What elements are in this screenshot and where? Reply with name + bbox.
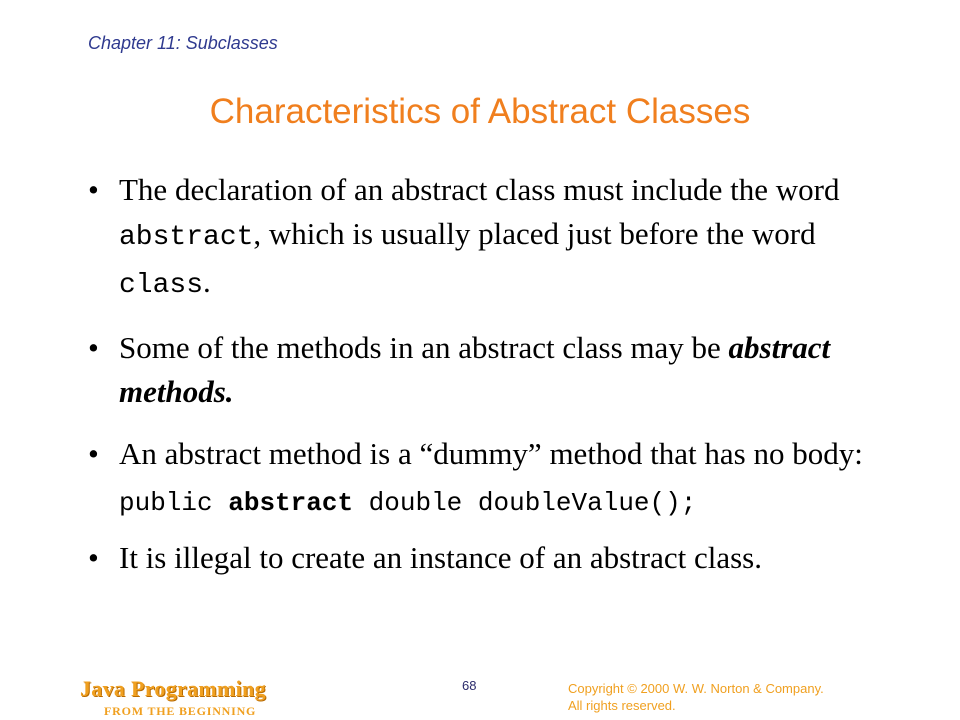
bullet-item-4	[88, 536, 888, 580]
bullet-text: An abstract method is a “dummy” method that has no body:	[119, 436, 863, 471]
code-keyword-abstract: abstract	[119, 222, 254, 253]
bullet-marker: •	[88, 330, 99, 365]
text-segment: The declaration of an abstract class must include the word	[119, 172, 840, 207]
bullet-marker: •	[88, 172, 99, 207]
code-token-bold: abstract	[228, 488, 354, 518]
bullet-list	[88, 168, 888, 580]
copyright-line-2: All rights reserved.	[568, 698, 676, 713]
text-segment: Some of the methods in an abstract class may be	[119, 330, 729, 365]
code-example	[119, 488, 888, 518]
copyright-line-1: Copyright © 2000 W. W. Norton & Company.	[568, 681, 824, 696]
book-logo-title: Java Programming	[80, 676, 266, 701]
bullet-marker: •	[88, 436, 99, 471]
bullet-text: It is illegal to create an instance of an abstract class.	[119, 540, 762, 575]
chapter-header: Chapter 11: Subclasses	[88, 33, 278, 53]
bullet-marker: •	[88, 540, 99, 575]
code-token: public	[119, 488, 213, 518]
code-token: double doubleValue();	[368, 488, 697, 518]
bullet-item-3	[88, 432, 888, 476]
bullet-text	[119, 326, 888, 414]
book-logo-subtitle: FROM THE BEGINNING	[104, 704, 257, 718]
text-segment: , which is usually placed just before the word	[253, 216, 816, 251]
copyright-notice	[568, 680, 908, 714]
bullet-item-2	[88, 326, 888, 414]
code-keyword-class: class	[119, 270, 204, 301]
emphasis-text: abstract methods.	[119, 330, 831, 409]
text-segment: .	[203, 264, 211, 299]
bullet-item-1	[88, 168, 888, 308]
slide-title: Characteristics of Abstract Classes	[209, 92, 751, 131]
bullet-text	[119, 168, 888, 308]
page-number: 68	[462, 678, 477, 693]
